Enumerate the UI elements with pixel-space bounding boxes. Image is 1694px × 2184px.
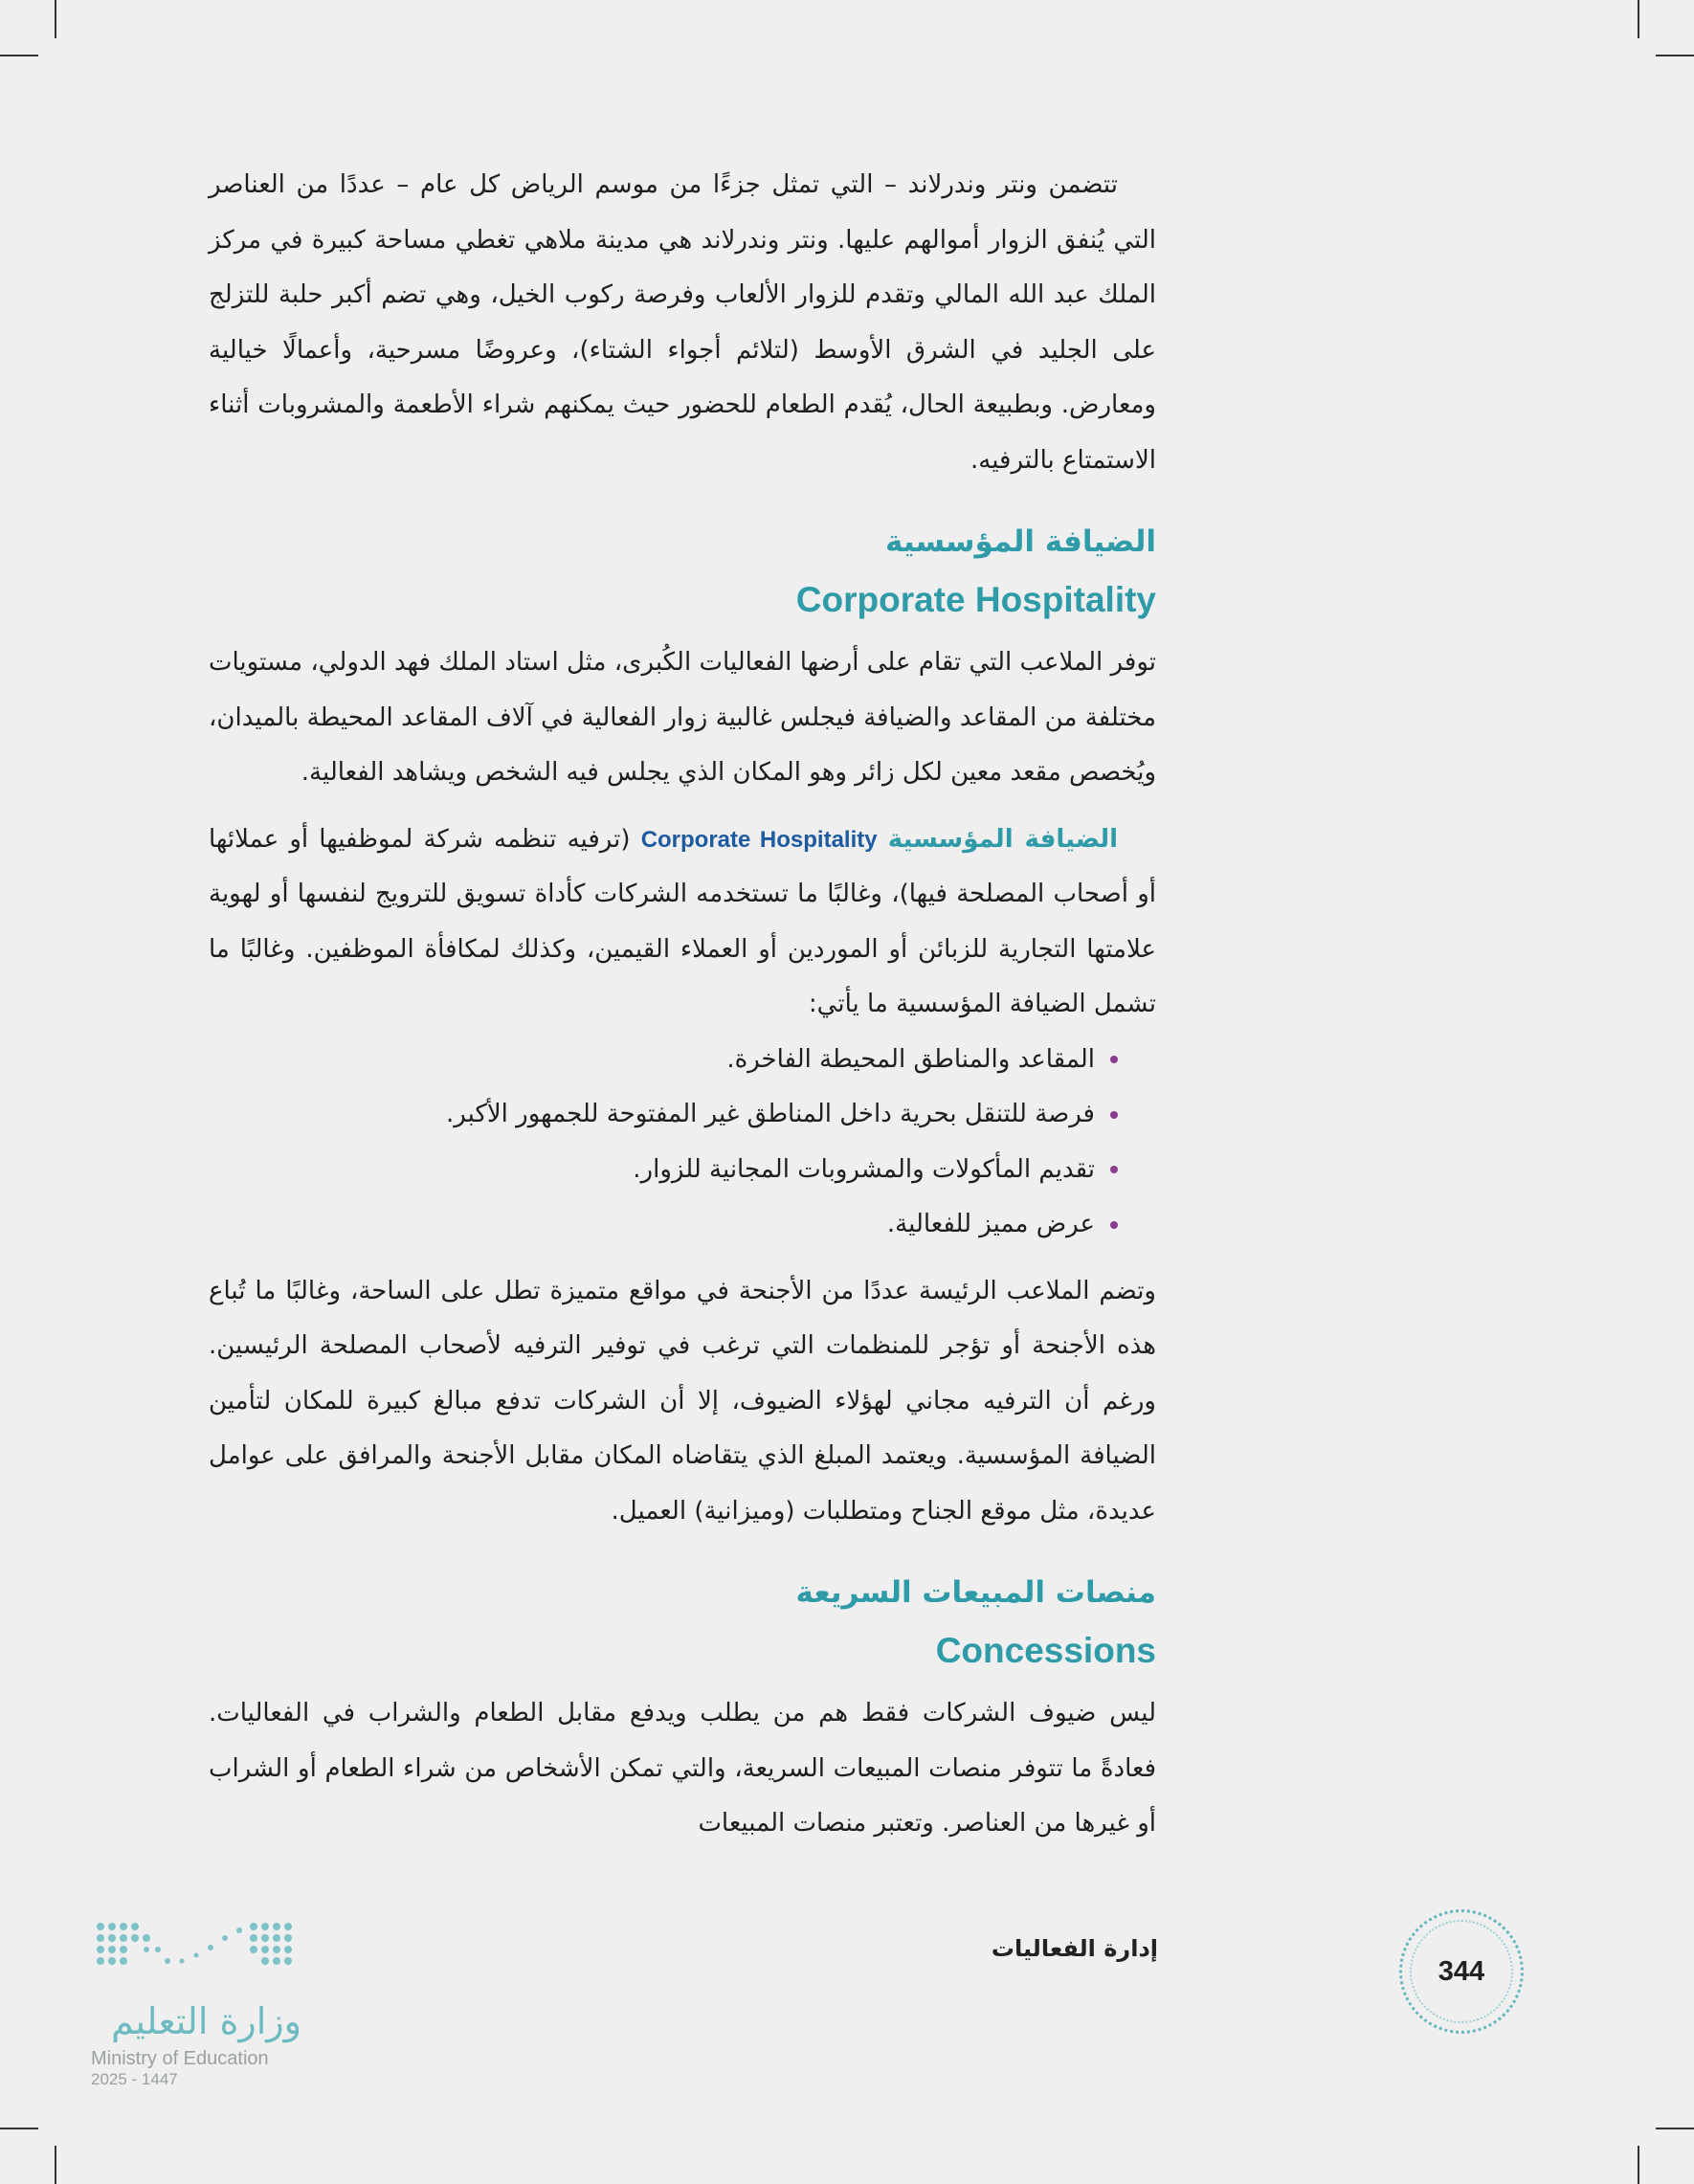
book-title: إدارة الفعاليات — [991, 1935, 1158, 1962]
intro-paragraph: تتضمن ونتر وندرلاند – التي تمثل جزءًا من موسم الرياض كل عام – عددًا من العناصر التي يُنفق الزوار أموالهم عليها. ونتر وندرلاند هي مدينة ملاهي تغطي مساحة كبيرة في مركز الملك عبد الله المالي وتقدم للزوار الألعاب وفرصة ركوب الخيل، وهي تضم أكبر حلبة للتزلج على الجليد في الشرق الأوسط (لتلائم أجواء الشتاء)، وعروضًا مسرحية، وأعمالًا خيالية ومعارض. وبطبيعة الحال، يُقدم الطعام للحضور حيث يمكنهم شراء الأطعمة والمشروبات أثناء الاستمتاع بالترفيه. — [209, 170, 1156, 475]
bullet-icon — [1110, 1111, 1118, 1119]
concessions-heading-ar: منصات المبيعات السريعة — [795, 1575, 1156, 1610]
crop-mark — [1638, 0, 1639, 38]
list-item: تقديم المأكولات والمشروبات المجانية للزوار. — [209, 1143, 1118, 1198]
crop-mark — [0, 2128, 38, 2129]
hospitality-list — [209, 1033, 1156, 1253]
ministry-logo-icon — [91, 1919, 306, 1986]
term-english: Corporate Hospitality — [640, 826, 878, 853]
ministry-name-en: Ministry of Education — [91, 2048, 269, 2069]
corporate-paragraph-1: توفر الملاعب التي تقام على أرضها الفعاليات الكُبرى، مثل استاد الملك فهد الدولي، مستويات مختلفة من المقاعد والضيافة فيجلس غالبية زوار الفعالية في آلاف المقاعد المحيطة بالميدان، ويُخصص مقعد معين لكل زائر وهو المكان الذي يجلس فيه الشخص ويشاهد الفعالية. — [209, 648, 1156, 787]
page-number-badge — [1399, 1909, 1524, 2034]
crop-mark — [55, 0, 56, 38]
crop-mark — [55, 2146, 56, 2184]
bullet-icon — [1110, 1056, 1118, 1063]
page-content — [209, 158, 1156, 1852]
concessions-heading-en: Concessions — [935, 1631, 1156, 1670]
corporate-heading-ar: الضيافة المؤسسية — [885, 524, 1156, 559]
list-item: فرصة للتنقل بحرية داخل المناطق غير المفتوحة للجمهور الأكبر. — [209, 1087, 1118, 1143]
crop-mark — [1638, 2146, 1639, 2184]
corporate-paragraph-3: وتضم الملاعب الرئيسة عددًا من الأجنحة في مواقع متميزة تطل على الساحة، وغالبًا ما تُباع هذه الأجنحة أو تؤجر للمنظمات التي ترغب في توفير الترفيه لأصحاب المصلحة الرئيسين. ورغم أن الترفيه مجاني لهؤلاء الضيوف، إلا أن الشركات تدفع مبالغ كبيرة للمكان لتأمين الضيافة المؤسسية. ويعتمد المبلغ الذي يتقاضاه المكان مقابل الأجنحة والمرافق على عوامل عديدة، مثل موقع الجناح ومتطلبات (وميزانية) العميل. — [209, 1276, 1156, 1526]
ministry-year: 2025 - 1447 — [91, 2070, 178, 2088]
crop-mark — [1656, 55, 1694, 56]
crop-mark — [0, 55, 38, 56]
crop-mark — [1656, 2128, 1694, 2129]
ministry-name-ar: وزارة التعليم — [111, 2000, 301, 2042]
list-item: المقاعد والمناطق المحيطة الفاخرة. — [209, 1033, 1118, 1088]
concessions-paragraph-1: ليس ضيوف الشركات فقط هم من يطلب ويدفع مقابل الطعام والشراب في الفعاليات. فعادةً ما تتوفر منصات المبيعات السريعة، والتي تمكن الأشخاص من شراء الطعام أو الشراب أو غيرها من العناصر. وتعتبر منصات المبيعات — [209, 1699, 1156, 1838]
bullet-icon — [1110, 1221, 1118, 1229]
term-arabic: الضيافة المؤسسية — [887, 824, 1119, 854]
corporate-paragraph-2 — [209, 813, 1156, 1033]
page-number: 344 — [1410, 1920, 1513, 2023]
definition-text: (ترفيه تنظمه شركة لموظفيها أو عملائها أو أصحاب المصلحة فيها)، وغالبًا ما تستخدمه الشركات كأداة تسويق للترويج لنفسها أو لهوية علامتها التجارية للزبائن أو الموردين أو العملاء القيمين، وكذلك لمكافأة الموظفين. وغالبًا ما تشمل الضيافة المؤسسية ما يأتي: — [209, 824, 1156, 1018]
corporate-heading-en: Corporate Hospitality — [795, 580, 1156, 619]
bullet-icon — [1110, 1166, 1118, 1173]
list-item: عرض مميز للفعالية. — [209, 1197, 1118, 1253]
